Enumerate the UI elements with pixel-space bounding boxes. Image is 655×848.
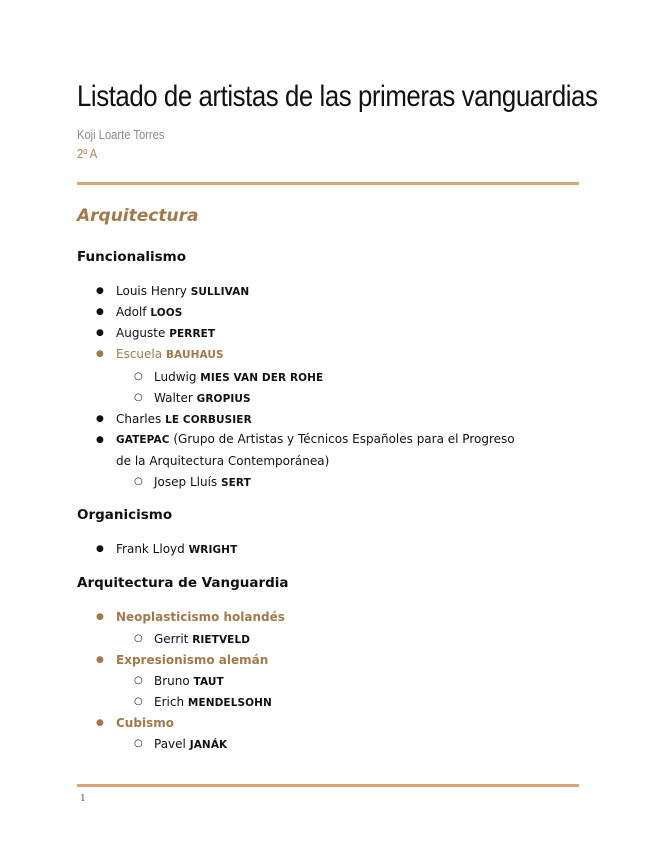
author-name: Koji Loarte Torres [77,127,165,142]
class-grade: 2º A [77,146,98,161]
footer-divider [77,784,579,787]
subheading-funcionalismo: Funcionalismo [77,249,187,265]
list-item: GATEPAC (Grupo de Artistas y Técnicos Españoles para el Progreso de la Arquitectura Contemporánea) [116,432,515,468]
subheading-vanguardia: Arquitectura de Vanguardia [77,575,289,591]
bullet-icon: ● [96,307,104,317]
hollow-bullet-icon: ○ [134,738,143,749]
bullet-icon: ● [96,349,104,359]
document-title: Listado de artistas de las primeras vanguardias [77,80,598,113]
bullet-icon: ● [96,655,104,665]
list-item: Auguste PERRET [116,326,216,340]
list-item: Josep Lluís SERT [154,475,251,489]
list-item: Escuela BAUHAUS [116,347,224,361]
list-item: Louis Henry SULLIVAN [116,284,250,298]
list-item: Bruno TAUT [154,674,224,688]
hollow-bullet-icon: ○ [134,392,143,403]
bullet-icon: ● [96,435,104,445]
list-item: Gerrit RIETVELD [154,632,251,646]
list-item: Pavel JANÁK [154,737,228,751]
list-item: Charles LE CORBUSIER [116,412,252,426]
bullet-icon: ● [96,286,104,296]
header-divider [77,182,579,185]
hollow-bullet-icon: ○ [134,633,143,644]
list-item: Walter GROPIUS [154,391,251,405]
bullet-icon: ● [96,328,104,338]
list-item: Erich MENDELSOHN [154,695,272,709]
subheading-organicismo: Organicismo [77,507,173,523]
list-item: Expresionismo alemán [116,653,269,667]
list-item: Neoplasticismo holandés [116,610,285,624]
bullet-icon: ● [96,414,104,424]
list-item: Ludwig MIES VAN DER ROHE [154,370,324,384]
bullet-icon: ● [96,612,104,622]
bullet-icon: ● [96,544,104,554]
page-number: 1 [80,792,86,804]
section-title: Arquitectura [77,206,199,226]
bullet-icon: ● [96,718,104,728]
hollow-bullet-icon: ○ [134,476,143,487]
list-item: Adolf LOOS [116,305,183,319]
list-item: Frank Lloyd WRIGHT [116,542,238,556]
list-item: Cubismo [116,716,174,730]
hollow-bullet-icon: ○ [134,371,143,382]
hollow-bullet-icon: ○ [134,696,143,707]
hollow-bullet-icon: ○ [134,675,143,686]
